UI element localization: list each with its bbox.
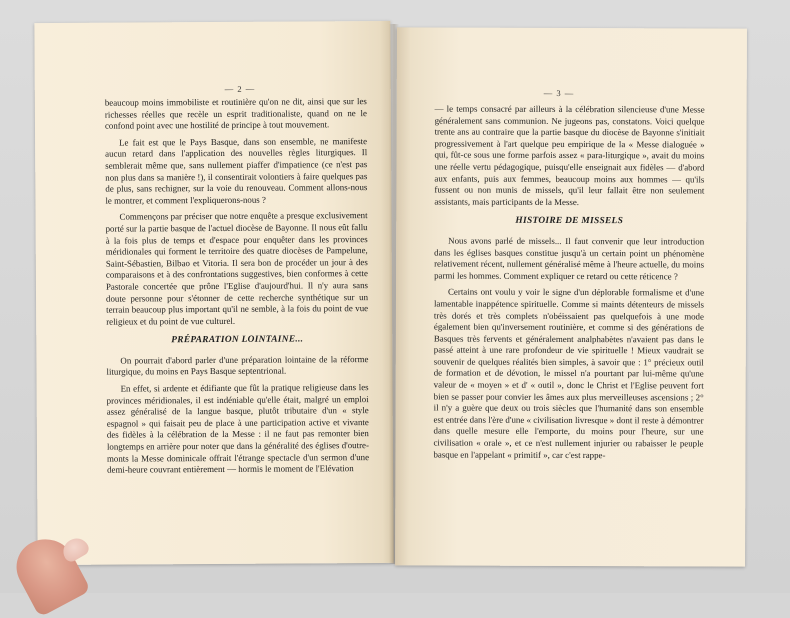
left-page-text: [105, 96, 369, 481]
right-page-text: [433, 104, 704, 467]
page-number-right: — 3 —: [543, 87, 575, 99]
left-page: [34, 21, 393, 565]
paragraph: En effet, si ardente et édifiante que fût la pratique religieuse dans les provinces méridionales, il est indéniable qu'elle était, malgré un emploi assez généralisé de la langue basque, plutôt tributaire d'un « style espagnol » qui faisait peu de place à une participation active et vivante des fidèles à la célébration de la Messe : il ne faut pas remonter bien longtemps en arrière pour noter que dans la généralité des églises d'outre-monts la Messe dominicale offrait l'étrange spectacle d'un sermon d'une demi-heure couvrant entièrement — hormis le moment de l'Elévation: [106, 382, 370, 475]
paragraph: Certains ont voulu y voir le signe d'un déplorable formalisme et d'une lamentable inappétence spirituelle. Comme si maints détenteurs de missels très dorés et très complets n'obéissaient pas quelquefois à une mode également bien qu'inversement routinière, et comme si des générations de Basques très fervents et généralement analphabètes n'avaient pas dans le passé atteint à une rare profondeur de vie spirituelle ! Mieux vaudrait se souvenir de quelques réalités bien simples, à savoir que : 1° précieux outil de formation et de dévotion, le missel n'a pourtant par lui-même qu'une valeur de « moyen » et d' « outil », donc le Christ et l'Eglise peuvent fort bien se passer pour convier les âmes aux plus merveilleuses ascensions ; 2° il n'y a guère que deux ou trois siècles que l'humanité dans son ensemble est entrée dans l'ère d'une « civilisation livresque » dont il reste à démontrer dans quelle mesure elle l'emporte, du moins pour l'heure, sur une civilisation « orale », et ce n'est nullement injurier ou rabaisser le peuple basque en l'appelant « primitif », car c'est rappe-: [433, 286, 705, 460]
right-page: [395, 27, 747, 566]
section-heading: PRÉPARATION LOINTAINE...: [171, 334, 304, 346]
section-heading: HISTOIRE DE MISSELS: [515, 216, 624, 227]
paragraph: Le fait est que le Pays Basque, dans son ensemble, ne manifeste aucun retard dans l'application des nouvelles règles liturgiques. Il semblerait même que, sans nullement piaffer d'impatience (ce n'est pas non plus dans sa manière !), il consentirait volontiers à faire quelques pas de plus, sans rechigner, sur la voie du renouveau. Comment allons-nous le montrer, et comment l'expliquerons-nous ?: [105, 135, 368, 206]
paragraph: Nous avons parlé de missels... Il faut convenir que leur introduction dans les églises basques constitue jusqu'à un certain point un phénomène relativement récent, nullement généralisé même à l'heure actuelle, du moins parmi les hommes. Comment expliquer ce retard ou cette réticence ?: [434, 235, 705, 282]
paragraph: On pourrait d'abord parler d'une préparation lointaine de la réforme liturgique, du moins en Pays Basque septentrional.: [106, 353, 369, 378]
paragraph: Commençons par préciser que notre enquête a presque exclusivement porté sur la partie basque de l'actuel diocèse de Bayonne. Il nous eût fallu à la fois plus de temps et d'espace pour enquêter dans les provinces méridionales qui forment le territoire des quatre diocèses de Pampelune, Saint-Sébastien, Bilbao et Vitoria. Il sera bon de procéder un jour à des comparaisons et à des confrontations suggestives, bien conformes à cette Pastorale concertée que prône l'Eglise d'aujourd'hui. Il n'y aura sans doute personne pour s'étonner de cette recherche synthétique sur un terrain beaucoup plus important qu'il ne semble, à la fois du point de vue religieux et du point de vue culturel.: [105, 210, 369, 327]
page-number-left: — 2 —: [224, 83, 256, 94]
paragraph: beaucoup moins immobiliste et routinière qu'on ne dit, ainsi que sur les richesses réelles que recèle un esprit traditionaliste, quand on ne le confond point avec une hostilité de principe à tout mouvement.: [104, 96, 367, 131]
paragraph: — le temps consacré par ailleurs à la célébration silencieuse d'une Messe généralement sans communion. Ne jugeons pas, constatons. Voici quelque trente ans au contraire que la partie basque du diocèse de Bayonne s'initiait progressivement à l'art quelque peu empirique de la « Messe dialoguée » qui, fût-ce sous une forme parfois assez « para-liturgique », avait du moins une réelle vertu pédagogique, puisqu'elle enseignait aux fidèles — d'abord aux enfants, puis aux femmes, beaucoup moins aux hommes — qu'ils fussent ou non munis de missels, qu'il leur fallait être non seulement assistants, mais participants de la Messe.: [434, 103, 705, 207]
